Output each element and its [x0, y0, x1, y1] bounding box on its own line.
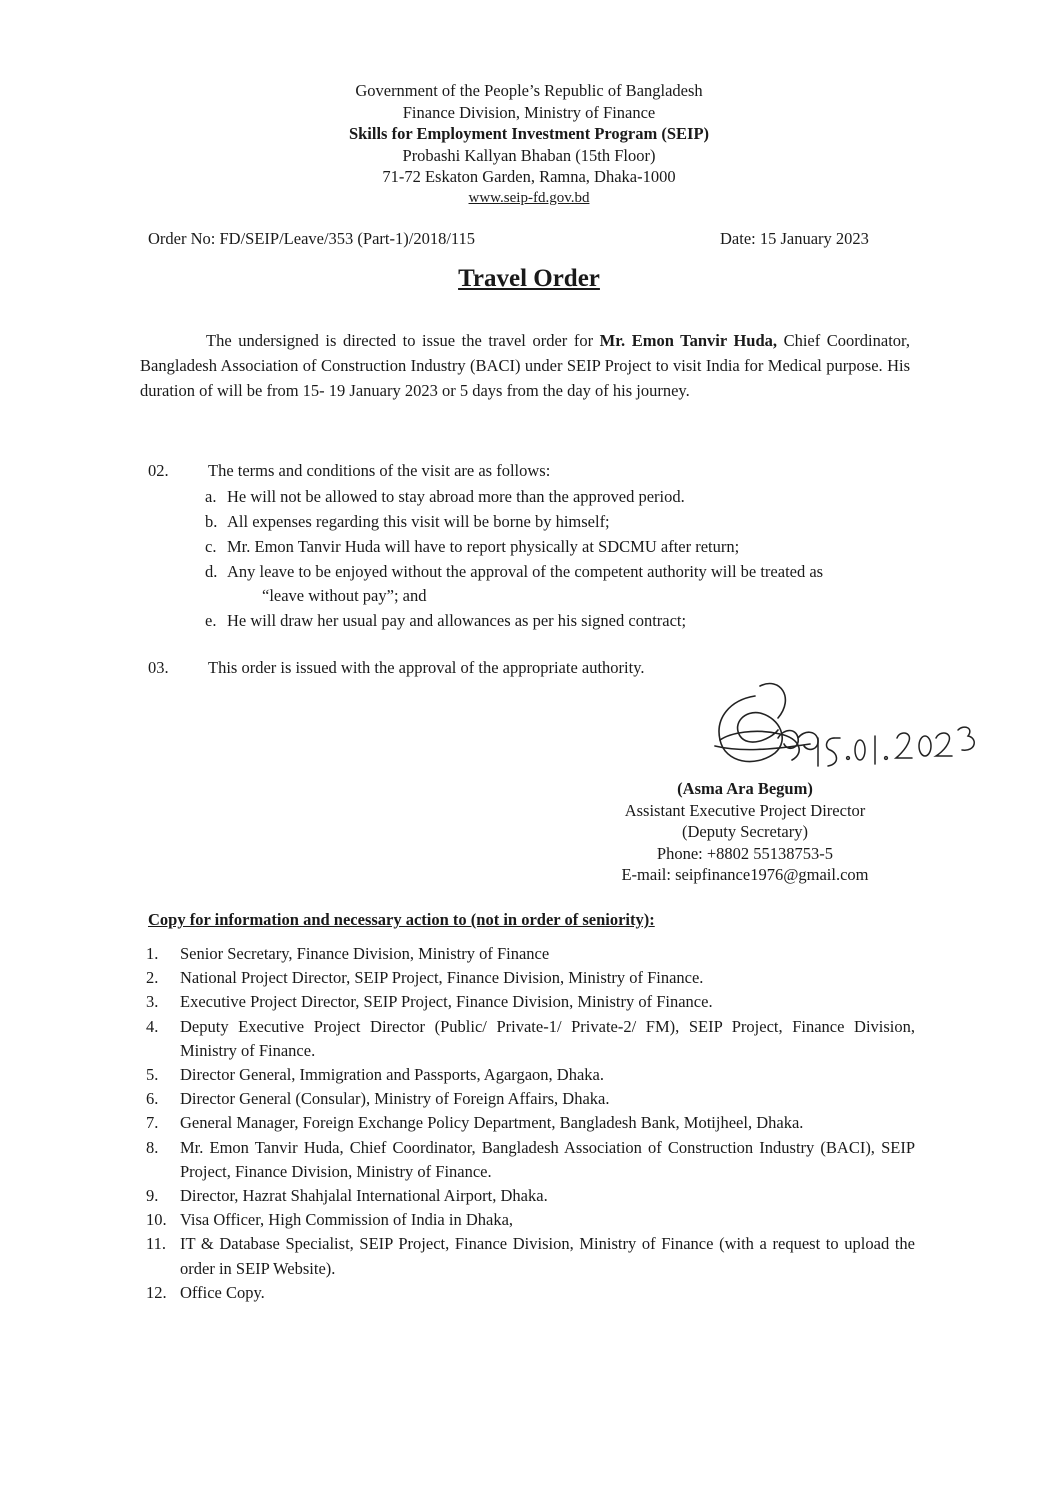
list-item [140, 1015, 915, 1063]
list-number: 5. [146, 1065, 159, 1085]
document-title: Travel Order [458, 265, 600, 292]
order-number: Order No: FD/SEIP/Leave/353 (Part-1)/2018/115 [148, 229, 476, 248]
list-text: Visa Officer, High Commission of India in Dhaka, [180, 1210, 514, 1230]
condition-text-continued: “leave without pay”; and [262, 586, 427, 605]
list-number: 6. [146, 1089, 159, 1109]
signatory-designation: Assistant Executive Project Director [624, 800, 866, 820]
para3-text: This order is issued with the approval of the appropriate authority. [208, 658, 645, 677]
body-paragraph-1 [140, 328, 910, 403]
order-date: Date: 15 January 2023 [720, 229, 869, 248]
list-item [140, 1063, 915, 1087]
condition-letter: d. [205, 562, 218, 581]
condition-text: He will draw her usual pay and allowances as per his signed contract; [227, 611, 687, 630]
list-text: Office Copy. [180, 1282, 265, 1302]
letterhead [0, 80, 1058, 209]
list-text: Senior Secretary, Finance Division, Ministry of Finance [180, 944, 550, 963]
list-item [140, 1184, 915, 1208]
condition-item [205, 535, 915, 559]
letterhead-program: Skills for Employment Investment Program (SEIP) [348, 124, 710, 143]
list-text: Executive Project Director, SEIP Project, Finance Division, Ministry of Finance. [180, 992, 713, 1012]
list-text: Director, Hazrat Shahjalal International Airport, Dhaka. [180, 1186, 548, 1206]
signatory-name: (Asma Ara Begum) [677, 779, 813, 798]
letterhead-website-link[interactable]: www.seip-fd.gov.bd [468, 189, 590, 206]
list-number: 10. [146, 1210, 167, 1230]
list-text: Deputy Executive Project Director (Public/ Private-1/ Private-2/ FM), SEIP Project, Finance Division, Ministry of Finance. [180, 1016, 915, 1060]
copy-list [140, 942, 915, 1305]
condition-letter: c. [205, 537, 217, 556]
list-item [140, 1087, 915, 1111]
para2-number: 02. [148, 461, 169, 480]
letterhead-building: Probashi Kallyan Bhaban (15th Floor) [402, 145, 656, 165]
letterhead-division: Finance Division, Ministry of Finance [402, 102, 656, 122]
list-text: Director General, Immigration and Passports, Agargaon, Dhaka. [180, 1065, 604, 1085]
list-item [140, 1281, 915, 1305]
list-number: 7. [146, 1113, 159, 1133]
signatory-rank: (Deputy Secretary) [682, 822, 808, 841]
list-text: General Manager, Foreign Exchange Policy Department, Bangladesh Bank, Motijheel, Dhaka. [180, 1113, 804, 1133]
list-item [140, 1208, 915, 1232]
list-number: 9. [146, 1186, 159, 1206]
list-number: 1. [146, 944, 159, 963]
handwritten-signature [700, 678, 1000, 793]
signatory-email[interactable]: E-mail: seipfinance1976@gmail.com [621, 865, 869, 884]
condition-item [205, 485, 915, 509]
list-item [140, 1111, 915, 1135]
list-item [140, 1136, 915, 1184]
condition-item [205, 560, 915, 608]
list-number: 11. [146, 1234, 167, 1254]
signatory-phone: Phone: +8802 55138753-5 [656, 843, 834, 863]
list-item [140, 1232, 915, 1280]
list-number: 4. [146, 1016, 159, 1036]
list-item [140, 942, 915, 966]
condition-text: All expenses regarding this visit will be borne by himself; [227, 512, 610, 531]
condition-text: Any leave to be enjoyed without the approval of the competent authority will be treated as [227, 562, 824, 581]
signatory-block [560, 778, 930, 886]
para2-text: The terms and conditions of the visit are as follows: [208, 461, 551, 480]
condition-letter: a. [205, 487, 217, 506]
list-item [140, 990, 915, 1014]
list-number: 3. [146, 992, 159, 1012]
condition-letter: b. [205, 512, 218, 531]
list-text: IT & Database Specialist, SEIP Project, Finance Division, Ministry of Finance (with a request to upload the order in SEIP Website). [180, 1234, 915, 1278]
condition-item [205, 510, 915, 534]
letterhead-government: Government of the People’s Republic of Bangladesh [355, 81, 703, 100]
condition-text: Mr. Emon Tanvir Huda will have to report physically at SDCMU after return; [227, 537, 740, 556]
list-number: 8. [146, 1137, 159, 1157]
list-text: Director General (Consular), Ministry of Foreign Affairs, Dhaka. [180, 1089, 610, 1109]
list-item [140, 966, 915, 990]
condition-letter: e. [205, 611, 217, 630]
condition-text: He will not be allowed to stay abroad more than the approved period. [227, 487, 685, 506]
para1-pre: The undersigned is directed to issue the travel order for [206, 331, 600, 350]
para1-post: Chief Coordinator, Bangladesh Association of Construction Industry (BACI) under SEIP Project to visit India for Medical purpose. His duration of will be from 15- 19 January 2023 or 5 days from the day of his journey. [140, 331, 911, 400]
letterhead-address: 71-72 Eskaton Garden, Ramna, Dhaka-1000 [382, 167, 676, 186]
para3-number: 03. [148, 658, 169, 677]
list-number: 12. [146, 1282, 167, 1302]
list-number: 2. [146, 968, 159, 988]
condition-item [205, 609, 915, 633]
para1-person-name: Mr. Emon Tanvir Huda, [599, 331, 778, 350]
copy-heading: Copy for information and necessary action to (not in order of seniority): [148, 910, 655, 929]
list-text: National Project Director, SEIP Project, Finance Division, Ministry of Finance. [180, 968, 704, 988]
list-text: Mr. Emon Tanvir Huda, Chief Coordinator, Bangladesh Association of Construction Industry (BACI), SEIP Project, Finance Division, Ministry of Finance. [180, 1137, 915, 1181]
